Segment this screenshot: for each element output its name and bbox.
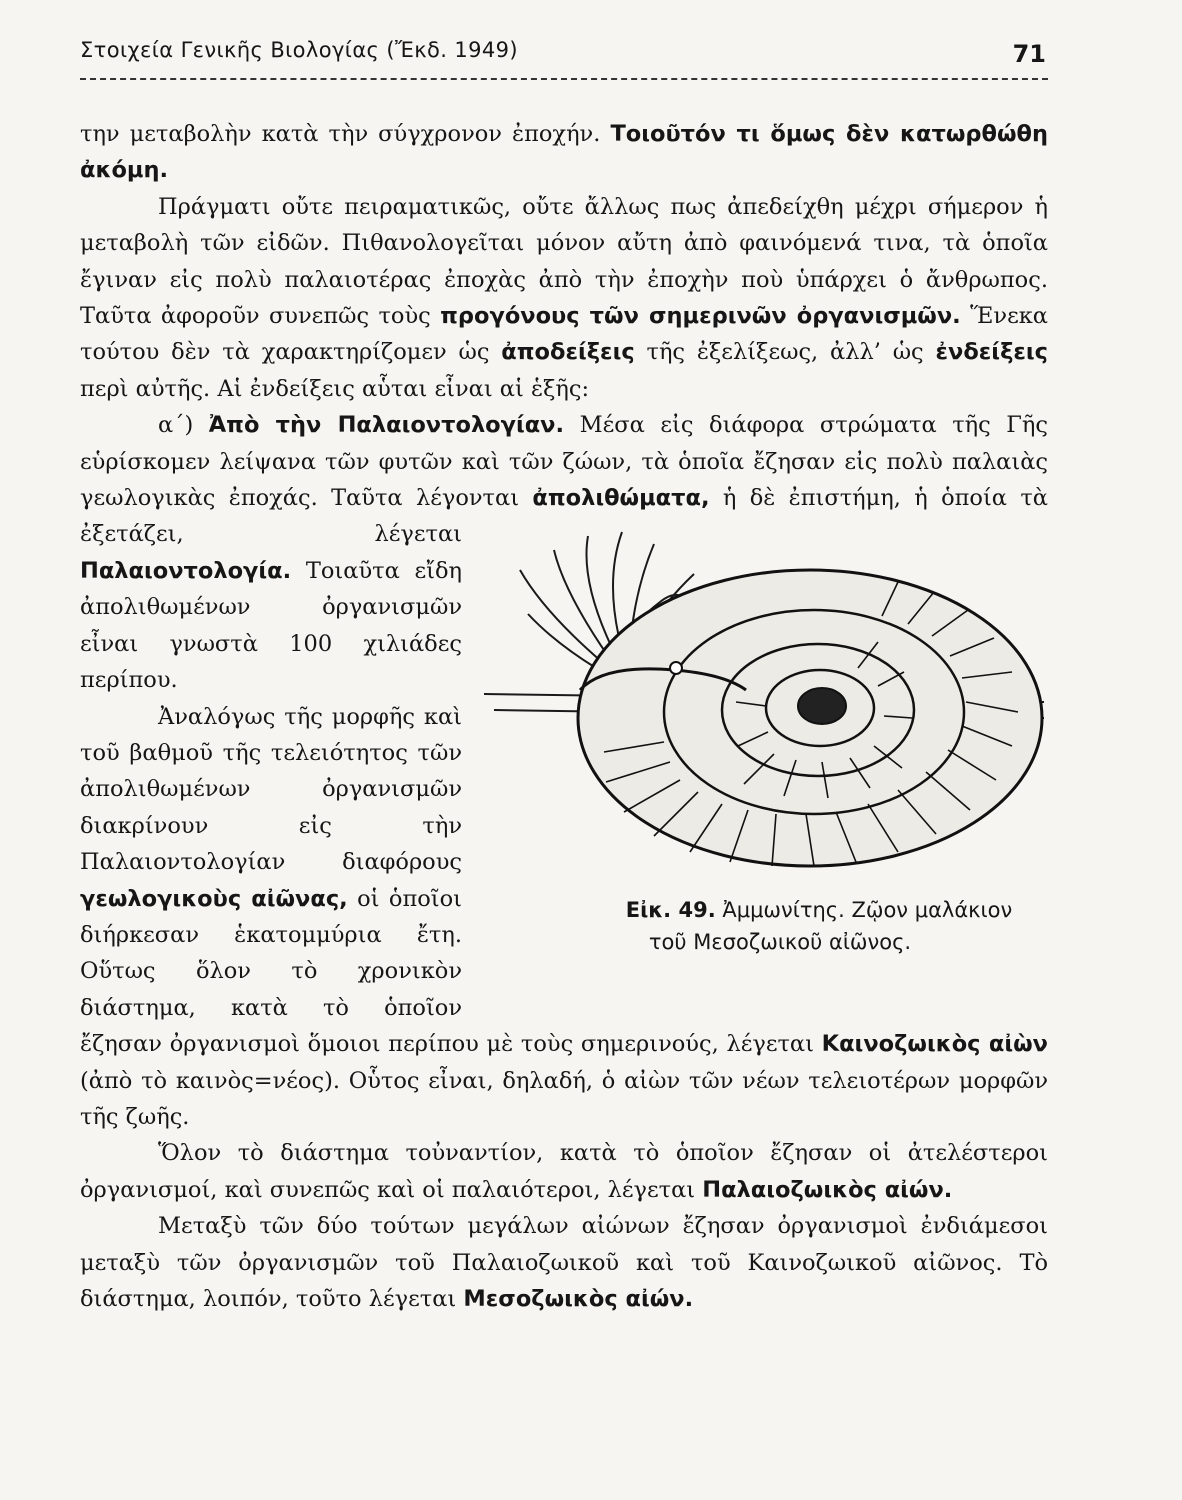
text-run: Ὅλον τὸ διάστημα τοὐναντίον, κατὰ τὸ ὁποῖον ἔζησαν οἱ ἀτελέστεροι ὀργανισμοί, καὶ συνεπῶς καὶ οἱ παλαιότεροι, λέγεται [80, 1140, 1048, 1203]
bold-run: ἐνδείξεις [935, 339, 1048, 366]
figure-caption [496, 894, 1064, 958]
bold-run: ἀπολιθώματα, [532, 485, 710, 512]
text-run: τῆς ἐξελίξεως, ἀλλ’ ὡς [634, 339, 936, 366]
text-run: (ἀπὸ τὸ καινὸς=νέος). Οὗτος εἶναι, δηλαδή, ὁ αἰὼν τῶν νέων τελειοτέρων μορφῶν τῆς ζωῆς. [80, 1067, 1048, 1130]
running-title: Στοιχεία Γενικῆς Βιολογίας (Ἔκδ. 1949) [80, 38, 519, 62]
text-run: Μέσα εἰς διάφορα στρώματα τῆς Γῆς εὑρίσκομεν λείψανα τῶν φυτῶν καὶ τῶν ζώων, τὰ ὁποῖα ἔζησαν εἰς πολὺ παλαιὰς γεωλογικὰς ἐποχάς. Ταῦτα λέγονται [80, 412, 1048, 512]
text-run: οἱ ὁποῖοι διήρκεσαν ἑκατομμύρια ἔτη. Οὕτως ὅλον τὸ χρονικὸν διάστημα, κατὰ τὸ ὁποῖον ἔζησαν ὀργανισμοὶ ὅμοιοι περίπου μὲ τοὺς σημερινούς, λέγεται [80, 885, 822, 1058]
paragraph-6 [80, 1208, 1048, 1317]
bold-run: ἀποδείξεις [501, 339, 635, 366]
text-run: Ἀναλόγως τῆς μορφῆς καὶ τοῦ βαθμοῦ τῆς τελειότητος τῶν ἀπολιθωμένων ὀργανισμῶν διακρίνουν εἰς τὴν Παλαιοντολογίαν διαφόρους [80, 703, 462, 876]
text-run: Μεταξὺ τῶν δύο τούτων μεγάλων αἰώνων ἔζησαν ὀργανισμοὶ ἐνδιάμεσοι μεταξὺ τῶν ὀργανισμῶν τοῦ Παλαιοζωικοῦ καὶ τοῦ Καινοζωικοῦ αἰῶνος. Τὸ διάστημα, λοιπόν, τοῦτο λέγεται [80, 1213, 1048, 1312]
paragraph-1 [80, 116, 1048, 189]
text-run: Πράγματι οὔτε πειραματικῶς, οὔτε ἄλλως πως ἀπεδείχθη μέχρι σήμερον ἡ μεταβολὴ τῶν εἰδῶν. Πιθανολογεῖται μόνον αὔτη ἀπὸ φαινόμενά τινα, τὰ ὁποῖα ἔγιναν εἰς πολὺ παλαιοτέρας ἐποχὰς ἀπὸ τὴν ἐποχὴν ποὺ ὑπάρχει ὁ ἄνθρωπος. Ταῦτα ἀφοροῦν συνεπῶς τοὺς [80, 193, 1048, 330]
bold-run: Παλαιοντολογία. [80, 557, 292, 584]
bold-run: προγόνους τῶν σημερινῶν ὀργανισμῶν. [440, 303, 961, 330]
text-run: Ἕνεκα τούτου δὲν τὰ χαρακτηρίζομεν ὡς [80, 303, 1048, 366]
text-run: α΄) [158, 412, 209, 439]
text-run: ἡ δὲ ἐπιστήμη, ἡ ὁποία τὰ ἐξετάζει, λέγεται [80, 485, 1048, 548]
body-text [80, 116, 1048, 1317]
page-number: 71 [1012, 40, 1046, 68]
bold-run: Μεσοζωικὸς αἰών. [463, 1286, 694, 1312]
bold-run: Καινοζωικὸς αἰὼν [821, 1031, 1048, 1058]
text-run: Τοιαῦτα εἴδη ἀπολιθωμένων ὀργανισμῶν εἶναι γνωστὰ 100 χιλιάδες περίπου. [80, 557, 462, 694]
caption-label: Εἰκ. 49. [625, 898, 716, 923]
section-heading-paleontology: Ἀπὸ τὴν Παλαιοντολογίαν. [208, 412, 565, 439]
running-head [80, 38, 1048, 80]
text-run: την μεταβολὴν κατὰ τὴν σύγχρονον ἐποχήν. [80, 121, 611, 147]
bold-run: Παλαιοζωικὸς αἰών. [702, 1176, 953, 1203]
caption-line-1: Ἀμμωνίτης. Ζῷον μαλάκιον [715, 898, 1013, 923]
ammonite-figure [484, 522, 1064, 1002]
paragraph-2 [80, 189, 1048, 407]
bold-run: Τοιοῦτόν τι ὅμως δὲν κατωρθώθη ἀκόμη. [80, 121, 1049, 184]
book-page [80, 38, 1048, 1317]
bold-run: γεωλογικοὺς αἰῶνας, [80, 885, 348, 912]
ammonite-shell [578, 570, 1042, 866]
text-run: περὶ αὐτῆς. Αἱ ἐνδείξεις αὗται εἶναι αἱ ἑξῆς: [80, 375, 590, 402]
caption-line-2: τοῦ Μεσοζωικοῦ αἰῶνος. [648, 930, 912, 955]
paragraph-5 [80, 1135, 1048, 1208]
